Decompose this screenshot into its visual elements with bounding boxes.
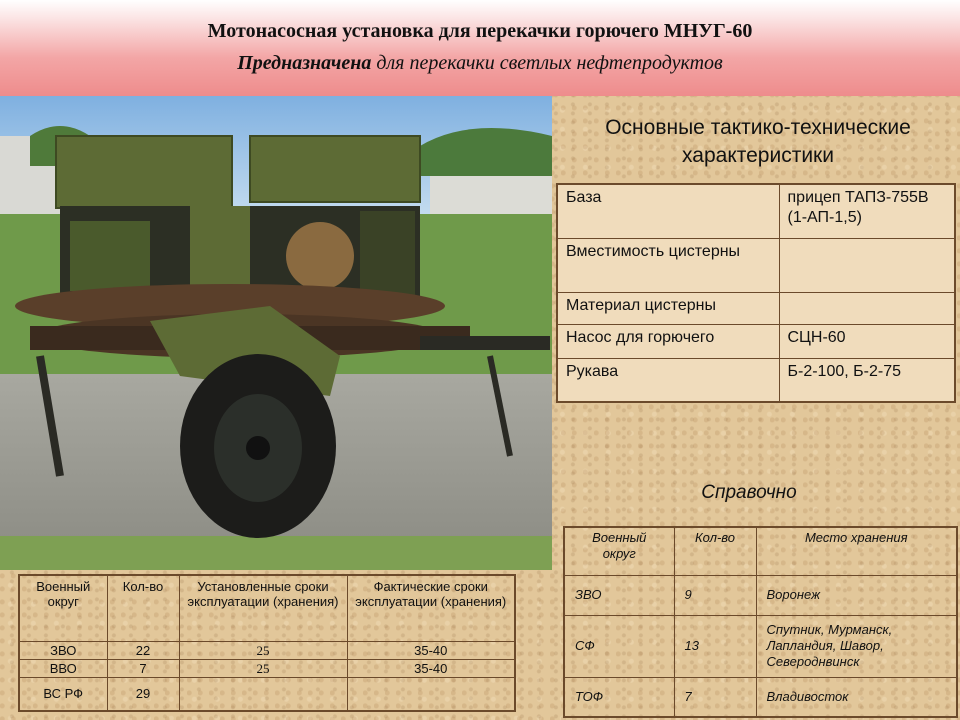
set-term-cell: 25 <box>179 641 347 659</box>
spec-param: Рукава <box>557 358 779 402</box>
spec-param: Вместимость цистерны <box>557 238 779 292</box>
actual-term-cell: 35-40 <box>347 641 515 659</box>
district-cell: ТОФ <box>564 677 674 717</box>
column-header: Место хранения <box>756 527 957 575</box>
actual-term-cell: 35-40 <box>347 659 515 677</box>
spec-param: Материал цистерны <box>557 292 779 324</box>
column-header: Фактические сроки эксплуатации (хранения) <box>347 575 515 641</box>
reference-heading: Справочно <box>701 482 797 503</box>
district-cell: ВС РФ <box>19 677 107 711</box>
specs-heading-line1: Основные тактико-технические <box>605 116 911 139</box>
pump-trailer-photo <box>0 96 552 570</box>
set-term-cell: 25 <box>179 659 347 677</box>
column-header: Кол-во <box>107 575 179 641</box>
subtitle-bold: Предназначена <box>237 52 372 74</box>
spec-param: База <box>557 184 779 238</box>
table-row <box>557 184 955 238</box>
table-row <box>19 641 515 659</box>
page-title: Мотонасосная установка для перекачки горючего МНУГ-60 <box>207 20 753 42</box>
table-row <box>564 677 957 717</box>
reference-table <box>563 526 958 718</box>
place-cell: Спутник, Мурманск, Лапландия, Шавор, Североднвинск <box>756 615 957 677</box>
table-header-row <box>564 527 957 575</box>
district-cell: ЗВО <box>19 641 107 659</box>
table-row <box>557 358 955 402</box>
spec-param: Насос для горючего <box>557 324 779 358</box>
spec-value: Б-2-100, Б-2-75 <box>779 358 955 402</box>
column-header: Установленные сроки эксплуатации (хранения) <box>179 575 347 641</box>
count-cell: 22 <box>107 641 179 659</box>
count-cell: 7 <box>107 659 179 677</box>
spec-value <box>779 292 955 324</box>
place-cell: Воронеж <box>756 575 957 615</box>
table-row <box>557 324 955 358</box>
column-header: Кол-во <box>674 527 756 575</box>
count-cell: 13 <box>674 615 756 677</box>
district-cell: ЗВО <box>564 575 674 615</box>
district-cell: ВВО <box>19 659 107 677</box>
table-row <box>557 238 955 292</box>
spec-value: прицеп ТАПЗ-755В (1-АП-1,5) <box>779 184 955 238</box>
table-row <box>557 292 955 324</box>
spec-value <box>779 238 955 292</box>
column-header: Военный округ <box>564 527 674 575</box>
subtitle-rest: для перекачки светлых нефтепродуктов <box>371 52 723 74</box>
table-header-row <box>19 575 515 641</box>
count-cell: 7 <box>674 677 756 717</box>
pump-trailer-illustration <box>0 96 552 570</box>
page-subtitle <box>0 52 960 75</box>
column-header: Военный округ <box>19 575 107 641</box>
table-row <box>564 615 957 677</box>
spec-value: СЦН-60 <box>779 324 955 358</box>
place-cell: Владивосток <box>756 677 957 717</box>
table-row <box>19 677 515 711</box>
count-cell: 29 <box>107 677 179 711</box>
specs-table <box>556 183 956 403</box>
count-cell: 9 <box>674 575 756 615</box>
table-row <box>564 575 957 615</box>
actual-term-cell <box>347 677 515 711</box>
district-cell: СФ <box>564 615 674 677</box>
specs-heading <box>556 114 960 170</box>
table-row <box>19 659 515 677</box>
service-table <box>18 574 516 712</box>
set-term-cell <box>179 677 347 711</box>
header-banner <box>0 0 960 96</box>
specs-heading-line2: характеристики <box>682 144 834 167</box>
